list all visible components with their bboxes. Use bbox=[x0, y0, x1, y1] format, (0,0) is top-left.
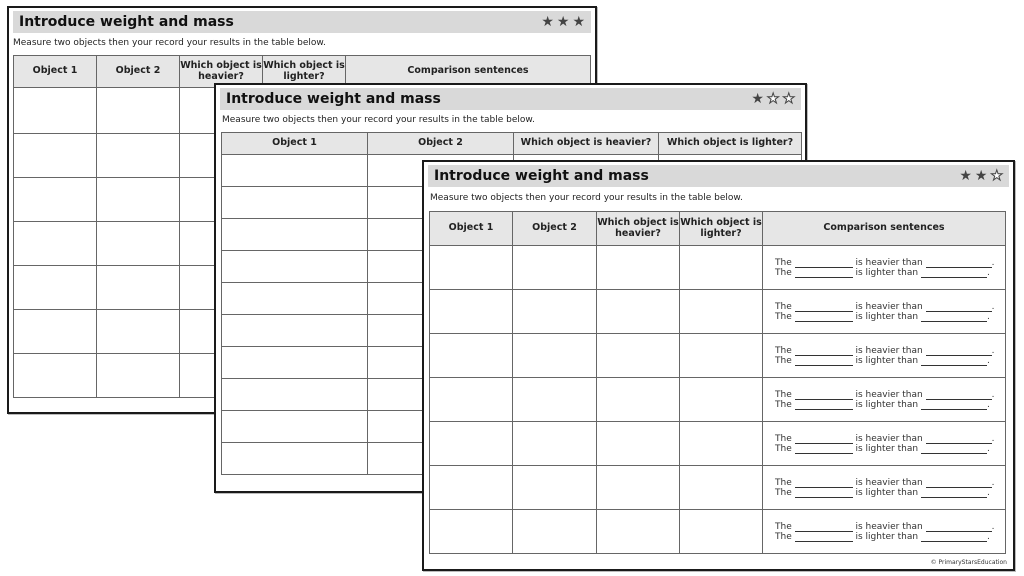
table-cell[interactable] bbox=[222, 411, 368, 443]
table-cell[interactable] bbox=[14, 266, 97, 310]
sentence-lighter: is lighter than bbox=[855, 443, 919, 454]
blank-line[interactable] bbox=[921, 365, 987, 366]
sentence-the: The bbox=[775, 487, 792, 498]
worksheet-b-title: Introduce weight and mass bbox=[226, 91, 441, 107]
sentence-lighter: is lighter than bbox=[855, 531, 919, 542]
star-filled-icon: ★ bbox=[572, 14, 585, 30]
table-cell[interactable] bbox=[597, 334, 680, 378]
star-filled-icon: ★ bbox=[974, 168, 988, 184]
sentence-heavier: is heavier than bbox=[855, 521, 923, 532]
sentence-the: The bbox=[775, 521, 792, 532]
table-row bbox=[430, 334, 1006, 378]
col-object-2: Object 2 bbox=[368, 133, 514, 155]
table-cell[interactable] bbox=[14, 222, 97, 266]
star-filled-icon: ★ bbox=[556, 14, 570, 30]
sentence-heavier: is heavier than bbox=[855, 345, 923, 356]
sentence-the: The bbox=[775, 311, 792, 322]
blank-line[interactable] bbox=[921, 541, 987, 542]
col-object-1: Object 1 bbox=[430, 212, 513, 246]
col-lighter: Which object is lighter? bbox=[263, 56, 346, 88]
col-lighter: Which object is lighter? bbox=[680, 212, 763, 246]
table-cell[interactable] bbox=[14, 310, 97, 354]
comparison-cell bbox=[763, 466, 1006, 510]
blank-line[interactable] bbox=[795, 277, 853, 278]
star-empty-icon: ★ bbox=[766, 91, 780, 107]
table-cell[interactable] bbox=[597, 290, 680, 334]
table-cell[interactable] bbox=[597, 466, 680, 510]
table-cell[interactable] bbox=[513, 466, 597, 510]
table-cell[interactable] bbox=[680, 378, 763, 422]
sentence-the: The bbox=[775, 443, 792, 454]
worksheet-b-stars bbox=[751, 92, 795, 106]
lighter-sentence[interactable]: The is lighter than . bbox=[775, 355, 990, 366]
col-comparison: Comparison sentences bbox=[763, 212, 1006, 246]
col-heavier: Which object is heavier? bbox=[514, 133, 659, 155]
worksheet-c bbox=[422, 160, 1015, 571]
table-cell[interactable] bbox=[680, 290, 763, 334]
table-cell[interactable] bbox=[680, 334, 763, 378]
worksheet-c-title-bar bbox=[428, 165, 1009, 187]
col-object-2: Object 2 bbox=[513, 212, 597, 246]
table-row bbox=[430, 422, 1006, 466]
table-cell[interactable] bbox=[97, 266, 180, 310]
table-row bbox=[430, 290, 1006, 334]
table-row bbox=[430, 246, 1006, 290]
blank-line[interactable] bbox=[795, 497, 853, 498]
worksheet-a-stars bbox=[541, 15, 585, 29]
sentence-lighter: is lighter than bbox=[855, 267, 919, 278]
heavier-sentence[interactable]: The is heavier than . bbox=[775, 477, 995, 488]
table-row bbox=[430, 510, 1006, 554]
col-heavier: Which object is heavier? bbox=[180, 56, 263, 88]
comparison-cell bbox=[763, 334, 1006, 378]
table-cell[interactable] bbox=[222, 187, 368, 219]
table-row bbox=[430, 466, 1006, 510]
table-cell[interactable] bbox=[222, 315, 368, 347]
table-cell[interactable] bbox=[14, 354, 97, 398]
lighter-sentence[interactable]: The is lighter than . bbox=[775, 399, 990, 410]
publisher-footer: © PrimaryStarsEducation bbox=[930, 559, 1007, 566]
heavier-sentence[interactable]: The is heavier than . bbox=[775, 521, 995, 532]
comparison-cell bbox=[763, 246, 1006, 290]
worksheet-c-title: Introduce weight and mass bbox=[434, 168, 649, 184]
table-cell[interactable] bbox=[513, 422, 597, 466]
sentence-the: The bbox=[775, 433, 792, 444]
worksheet-a-instruction: Measure two objects then your record your results in the table below. bbox=[13, 38, 326, 48]
col-object-1: Object 1 bbox=[222, 133, 368, 155]
table-cell[interactable] bbox=[597, 422, 680, 466]
table-cell[interactable] bbox=[680, 510, 763, 554]
lighter-sentence[interactable]: The is lighter than . bbox=[775, 487, 990, 498]
blank-line[interactable] bbox=[921, 453, 987, 454]
sentence-lighter: is lighter than bbox=[855, 311, 919, 322]
table-cell[interactable] bbox=[430, 422, 513, 466]
blank-line[interactable] bbox=[921, 409, 987, 410]
sentence-lighter: is lighter than bbox=[855, 355, 919, 366]
table-cell[interactable] bbox=[222, 251, 368, 283]
table-cell[interactable] bbox=[430, 378, 513, 422]
worksheet-b-title-bar bbox=[220, 88, 801, 110]
worksheet-c-table bbox=[429, 211, 1006, 554]
comparison-cell bbox=[763, 378, 1006, 422]
lighter-sentence[interactable]: The is lighter than . bbox=[775, 267, 990, 278]
sentence-the: The bbox=[775, 257, 792, 268]
worksheet-b-instruction: Measure two objects then your record your results in the table below. bbox=[222, 115, 535, 125]
heavier-sentence[interactable]: The is heavier than . bbox=[775, 433, 995, 444]
blank-line[interactable] bbox=[921, 321, 987, 322]
table-cell[interactable] bbox=[430, 290, 513, 334]
col-object-2: Object 2 bbox=[97, 56, 180, 88]
table-cell[interactable] bbox=[222, 155, 368, 187]
table-cell[interactable] bbox=[97, 88, 180, 134]
lighter-sentence[interactable]: The is lighter than . bbox=[775, 311, 990, 322]
table-cell[interactable] bbox=[513, 246, 597, 290]
col-lighter: Which object is lighter? bbox=[659, 133, 802, 155]
worksheet-a-title: Introduce weight and mass bbox=[19, 14, 234, 30]
heavier-sentence[interactable]: The is heavier than . bbox=[775, 389, 995, 400]
star-empty-icon: ★ bbox=[782, 91, 795, 107]
comparison-cell bbox=[763, 290, 1006, 334]
heavier-sentence[interactable]: The is heavier than . bbox=[775, 257, 995, 268]
star-filled-icon: ★ bbox=[751, 91, 764, 107]
table-cell[interactable] bbox=[222, 443, 368, 475]
table-cell[interactable] bbox=[97, 310, 180, 354]
lighter-sentence[interactable]: The is lighter than . bbox=[775, 443, 990, 454]
table-cell[interactable] bbox=[513, 510, 597, 554]
table-cell[interactable] bbox=[14, 88, 97, 134]
sentence-heavier: is heavier than bbox=[855, 301, 923, 312]
table-cell[interactable] bbox=[97, 134, 180, 178]
star-empty-icon: ★ bbox=[990, 168, 1003, 184]
comparison-cell bbox=[763, 422, 1006, 466]
table-cell[interactable] bbox=[597, 246, 680, 290]
table-cell[interactable] bbox=[680, 466, 763, 510]
table-cell[interactable] bbox=[430, 510, 513, 554]
col-heavier: Which object is heavier? bbox=[597, 212, 680, 246]
blank-line[interactable] bbox=[921, 277, 987, 278]
table-cell[interactable] bbox=[222, 379, 368, 411]
table-cell[interactable] bbox=[680, 246, 763, 290]
sentence-lighter: is lighter than bbox=[855, 399, 919, 410]
blank-line[interactable] bbox=[921, 497, 987, 498]
blank-line[interactable] bbox=[795, 453, 853, 454]
sentence-heavier: is heavier than bbox=[855, 433, 923, 444]
worksheet-c-instruction: Measure two objects then your record your results in the table below. bbox=[430, 193, 743, 203]
table-cell[interactable] bbox=[513, 334, 597, 378]
sentence-the: The bbox=[775, 389, 792, 400]
table-cell[interactable] bbox=[430, 334, 513, 378]
heavier-sentence[interactable]: The is heavier than . bbox=[775, 345, 995, 356]
col-comparison: Comparison sentences bbox=[346, 56, 591, 88]
blank-line[interactable] bbox=[795, 321, 853, 322]
sentence-lighter: is lighter than bbox=[855, 487, 919, 498]
table-cell[interactable] bbox=[597, 510, 680, 554]
sentence-heavier: is heavier than bbox=[855, 477, 923, 488]
blank-line[interactable] bbox=[795, 541, 853, 542]
table-cell[interactable] bbox=[222, 219, 368, 251]
worksheet-a-title-bar bbox=[13, 11, 591, 33]
col-object-1: Object 1 bbox=[14, 56, 97, 88]
table-cell[interactable] bbox=[14, 178, 97, 222]
sentence-the: The bbox=[775, 477, 792, 488]
heavier-sentence[interactable]: The is heavier than . bbox=[775, 301, 995, 312]
table-cell[interactable] bbox=[680, 422, 763, 466]
star-filled-icon: ★ bbox=[541, 14, 554, 30]
table-cell[interactable] bbox=[597, 378, 680, 422]
star-filled-icon: ★ bbox=[959, 168, 972, 184]
blank-line[interactable] bbox=[795, 365, 853, 366]
table-cell[interactable] bbox=[97, 354, 180, 398]
sentence-the: The bbox=[775, 345, 792, 356]
table-cell[interactable] bbox=[14, 134, 97, 178]
table-cell[interactable] bbox=[97, 178, 180, 222]
table-row bbox=[430, 378, 1006, 422]
sentence-heavier: is heavier than bbox=[855, 389, 923, 400]
sentence-the: The bbox=[775, 267, 792, 278]
sentence-heavier: is heavier than bbox=[855, 257, 923, 268]
worksheet-c-stars bbox=[959, 169, 1003, 183]
table-cell[interactable] bbox=[222, 283, 368, 315]
sentence-the: The bbox=[775, 531, 792, 542]
table-cell[interactable] bbox=[430, 246, 513, 290]
comparison-cell bbox=[763, 510, 1006, 554]
lighter-sentence[interactable]: The is lighter than . bbox=[775, 531, 990, 542]
blank-line[interactable] bbox=[795, 409, 853, 410]
sentence-the: The bbox=[775, 399, 792, 410]
table-cell[interactable] bbox=[430, 466, 513, 510]
table-cell[interactable] bbox=[222, 347, 368, 379]
sentence-the: The bbox=[775, 301, 792, 312]
table-cell[interactable] bbox=[97, 222, 180, 266]
sentence-the: The bbox=[775, 355, 792, 366]
table-cell[interactable] bbox=[513, 290, 597, 334]
table-cell[interactable] bbox=[513, 378, 597, 422]
